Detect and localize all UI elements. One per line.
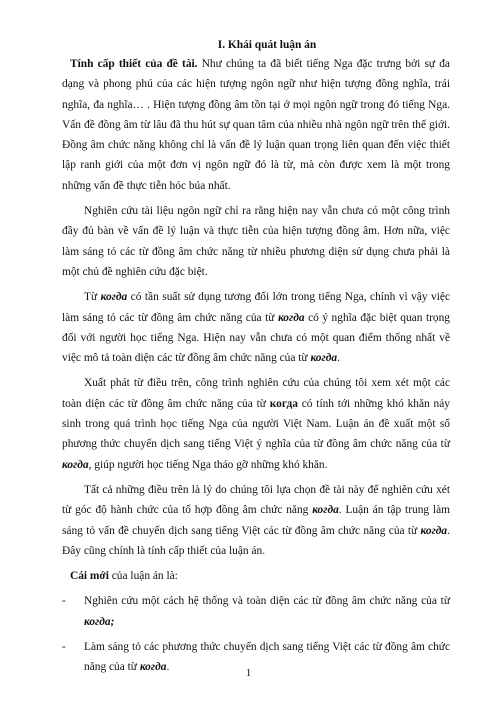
- new-points-text: của luận án là:: [108, 570, 178, 583]
- list-item-text: Nghiên cứu một cách hệ thống và toàn diện các từ đồng âm chức năng của từ: [84, 595, 450, 608]
- list-item-text: Làm sáng tỏ các phương thức chuyển dịch sang tiếng Việt các từ đồng âm chức năng của từ: [84, 641, 450, 674]
- document-body: [62, 36, 450, 683]
- text-span: . Đây cũng chính là tính cấp thiết của luận án.: [62, 524, 450, 557]
- text-span: . Luận án tập trung làm sáng tỏ vấn đề chuyển dịch sang tiếng Việt các từ đồng âm chức năng của từ: [62, 504, 451, 537]
- paragraph-frequency: [62, 287, 450, 368]
- list-item: [62, 591, 450, 632]
- text-span: có tần suất sử dụng tương đối lớn trong tiếng Nga, chính vì vậy việc làm sáng tỏ các từ đồng âm chức năng của từ: [62, 291, 450, 324]
- text-span: có ý nghĩa đặc biệt quan trọng đối với người học tiếng Nga. Hiện nay vẫn chưa có một quan điểm thống nhất về việc mô tả toàn diện các từ đồng âm chức năng của từ: [62, 311, 450, 365]
- keyword: когда: [84, 615, 111, 628]
- text-span: Từ: [84, 291, 101, 304]
- text-span: Xuất phát từ điều trên, công trình nghiên cứu của chúng tôi xem xét một các toàn diện các từ đồng âm chức năng của từ: [62, 377, 450, 410]
- text-span: có tính tới những khó khăn nảy sinh trong quá trình học tiếng Nga của người Việt Nam. Luận án đề xuất một số phương thức chuyển dịch sang tiếng Việt ý nghĩa của từ đồng âm chức năng của từ: [62, 397, 451, 451]
- paragraph-new-points: [62, 566, 450, 586]
- keyword: когда: [139, 661, 167, 674]
- keyword: когда: [100, 291, 128, 304]
- page-number: 1: [245, 667, 252, 679]
- keyword: когда: [277, 311, 305, 324]
- paragraph-literature: Nghiên cứu tài liệu ngôn ngữ chỉ ra rằng hiện nay vẫn chưa có một công trình đầy đủ bàn về vấn đề lý luận và thực tiễn của hiện tượng đồng âm. Hơn nữa, việc làm sáng tỏ các từ đồng âm chức năng từ nhiều phương diện sử dụng chưa phải là một chủ đề nghiên cứu đặc biệt.: [62, 205, 450, 278]
- keyword: когда: [269, 397, 298, 410]
- list-dash: -: [62, 595, 66, 608]
- urgency-label: Tính cấp thiết của đề tài.: [70, 58, 198, 70]
- text-span: Tất cả những điều trên là lý do chúng tôi lựa chọn đề tài này để nghiên cứu xét từ góc độ hành chức của tổ hợp đồng âm chức năng: [62, 483, 450, 517]
- urgency-text: Như chúng ta đã biết tiếng Nga đặc trưng bởi sự đa dạng và phong phú của các hiện tượng ngôn ngữ như hiện tượng đồng nghĩa, trái nghĩa, đa nghĩa… . Hiện tượng đồng âm tồn tại ở mọi ngôn ngữ trong đó tiếng Nga. Vấn đề đồng âm từ lâu đã thu hút sự quan tâm của nhiều nhà ngôn ngữ trên thế giới. Đồng âm chức năng không chỉ là vấn đề lý luận quan trọng liên quan đến việc thiết lập ranh giới của một đơn vị ngôn ngữ đó là từ, mà còn được xem là một trong những vấn đề thực tiễn hóc búa nhất.: [62, 58, 450, 192]
- paragraph-research: [62, 373, 450, 474]
- paragraph-urgency: [62, 54, 450, 196]
- list-item-tail: .: [166, 661, 170, 674]
- list-dash: -: [62, 641, 66, 654]
- keyword: когда: [420, 524, 448, 537]
- list-item-tail: ;: [110, 615, 115, 628]
- new-points-label: Cái mới: [70, 570, 109, 583]
- section-heading: I. Khái quát luận án: [217, 39, 317, 51]
- keyword: когда: [312, 504, 339, 517]
- keyword: когда: [310, 352, 338, 365]
- text-span: , giúp người học tiếng Nga tháo gỡ những khó khăn.: [88, 458, 328, 471]
- keyword: когда: [62, 458, 89, 471]
- text-span: .: [337, 352, 340, 365]
- paragraph-reasons: [62, 480, 450, 561]
